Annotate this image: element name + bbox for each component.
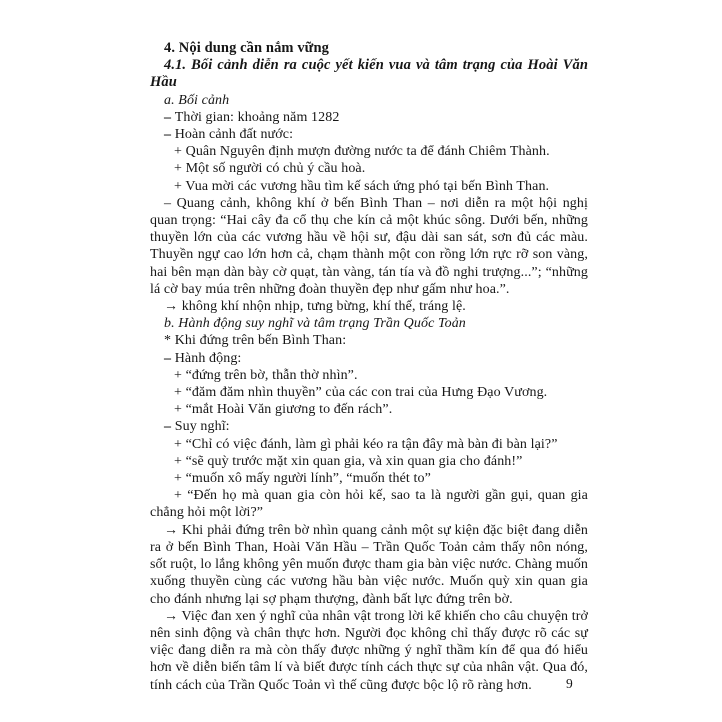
line-text: Quang cảnh, không khí ở bến Bình Than – nơi diễn ra một hội nghị quan trọng: “Hai cây đa cổ thụ che kín cả một khúc sông. Dưới bến, những thuyền lớn của các vương hầu về hội sư, đậu dài san sát, sơn đủ các màu. Thuyền ngự cao lớn hơn cả, chạm thành một con rồng lớn rực rỡ son vàng, hai bên mạn dàn bày cờ quạt, tàn vàng, tán tía và đồ nghi trượng...”; “những lá cờ bay múa trên những đoàn thuyền đẹp như gấm như hoa.”. bbox=[150, 195, 588, 297]
plus-item bbox=[150, 453, 588, 470]
line-text: 4.1. Bối cảnh diễn ra cuộc yết kiến vua và tâm trạng của Hoài Văn Hầu bbox=[150, 57, 588, 91]
heading-bold bbox=[150, 40, 588, 57]
line-text: “Chỉ có việc đánh, làm gì phải kéo ra tận đây mà bàn đi bàn lại?” bbox=[185, 436, 558, 452]
paragraph bbox=[150, 608, 588, 694]
line-marker: – bbox=[164, 109, 175, 125]
heading-italic bbox=[150, 315, 588, 332]
dash-item bbox=[150, 126, 588, 143]
line-marker: + bbox=[174, 385, 186, 401]
line-text: Quân Nguyên định mượn đường nước ta để đánh Chiêm Thành. bbox=[185, 144, 550, 160]
line-text: “Đến họ mà quan gia còn hỏi kế, sao ta là người gần gụi, quan gia chẳng hỏi một lời?” bbox=[150, 488, 588, 521]
plus-item bbox=[150, 436, 588, 453]
line-marker: – bbox=[164, 195, 177, 211]
line-text: Một số người có chủ ý cầu hoà. bbox=[185, 161, 366, 177]
line-marker: – bbox=[164, 350, 175, 366]
line-marker: * bbox=[164, 333, 175, 349]
plus-item bbox=[150, 470, 588, 487]
plus-item bbox=[150, 160, 588, 177]
dash-item bbox=[150, 418, 588, 435]
line-text: Khi phải đứng trên bờ nhìn quang cảnh một sự kiện đặc biệt đang diễn ra ở bến Bình Than, Hoài Văn Hầu – Trần Quốc Toản cảm thấy nôn nóng, sốt ruột, lo lắng không yên muốn được tham gia bàn việc nước. Chàng muốn xuống thuyền cùng các vương hầu bàn việc nước. Muốn quỳ xin quan gia cho đánh nhưng lại sợ phạm thượng, đành bất lực đứng trên bờ. bbox=[150, 522, 588, 607]
line-text: Việc đan xen ý nghĩ của nhân vật trong lời kể khiến cho câu chuyện trở nên sinh động và chân thực hơn. Người đọc không chỉ thấy được rõ các sự việc đang diễn ra mà còn thấy được những ý nghĩ thầm kín để qua đó hiểu hơn về diễn biến tâm lí và biết được tính cách thực sự của nhân vật. Qua đó, tính cách của Trần Quốc Toản vì thế cũng được bộc lộ rõ ràng hơn. bbox=[150, 608, 588, 693]
plus-item bbox=[150, 143, 588, 160]
line-text: Thời gian: khoảng năm 1282 bbox=[174, 109, 340, 125]
plus-item bbox=[150, 367, 588, 384]
plus-item bbox=[150, 487, 588, 521]
dash-item bbox=[150, 350, 588, 367]
line-marker: + bbox=[174, 436, 186, 452]
paragraph bbox=[150, 522, 588, 608]
line-marker: → bbox=[164, 608, 182, 624]
line-marker: + bbox=[174, 161, 186, 177]
paragraph bbox=[150, 195, 588, 298]
line-text: không khí nhộn nhịp, tưng bừng, khí thế, tráng lệ. bbox=[181, 299, 466, 315]
line-text: Hoàn cảnh đất nước: bbox=[174, 127, 294, 143]
line-marker: + bbox=[174, 471, 186, 487]
line-text: “mắt Hoài Văn giương to đến rách”. bbox=[185, 402, 393, 418]
arrow-item bbox=[150, 298, 588, 315]
page-number: 9 bbox=[566, 676, 573, 691]
line-marker: + bbox=[174, 178, 186, 194]
line-text: a. Bối cảnh bbox=[164, 92, 230, 108]
heading-italic bbox=[150, 92, 588, 109]
line-text: “đăm đăm nhìn thuyền” của các con trai của Hưng Đạo Vương. bbox=[185, 385, 548, 401]
plus-item bbox=[150, 401, 588, 418]
line-text: “muốn xô mấy người lính”, “muốn thét to” bbox=[185, 471, 431, 487]
line-marker: + bbox=[174, 402, 186, 418]
line-text: “sẽ quỳ trước mặt xin quan gia, và xin quan gia cho đánh!” bbox=[185, 453, 523, 469]
plus-item bbox=[150, 384, 588, 401]
line-marker: + bbox=[174, 453, 186, 469]
line-text: Vua mời các vương hầu tìm kế sách ứng phó tại bến Bình Than. bbox=[185, 178, 550, 194]
dash-item bbox=[150, 109, 588, 126]
line-marker: + bbox=[174, 488, 188, 504]
line-text: Suy nghĩ: bbox=[174, 419, 230, 435]
line-text: b. Hành động suy nghĩ và tâm trạng Trần Quốc Toản bbox=[164, 316, 466, 332]
line-marker: – bbox=[164, 419, 175, 435]
heading-bold-italic bbox=[150, 57, 588, 91]
line-marker: + bbox=[174, 367, 186, 383]
line-marker: → bbox=[164, 299, 182, 315]
line-marker: → bbox=[164, 522, 182, 538]
line-text: Khi đứng trên bến Bình Than: bbox=[174, 333, 347, 349]
star-item bbox=[150, 332, 588, 349]
line-marker: – bbox=[164, 127, 175, 143]
line-text: “đứng trên bờ, thẫn thờ nhìn”. bbox=[185, 367, 358, 383]
line-text: 4. Nội dung cần nắm vững bbox=[164, 40, 330, 56]
page-content bbox=[150, 40, 588, 694]
plus-item bbox=[150, 178, 588, 195]
line-text: Hành động: bbox=[174, 350, 242, 366]
line-marker: + bbox=[174, 144, 186, 160]
